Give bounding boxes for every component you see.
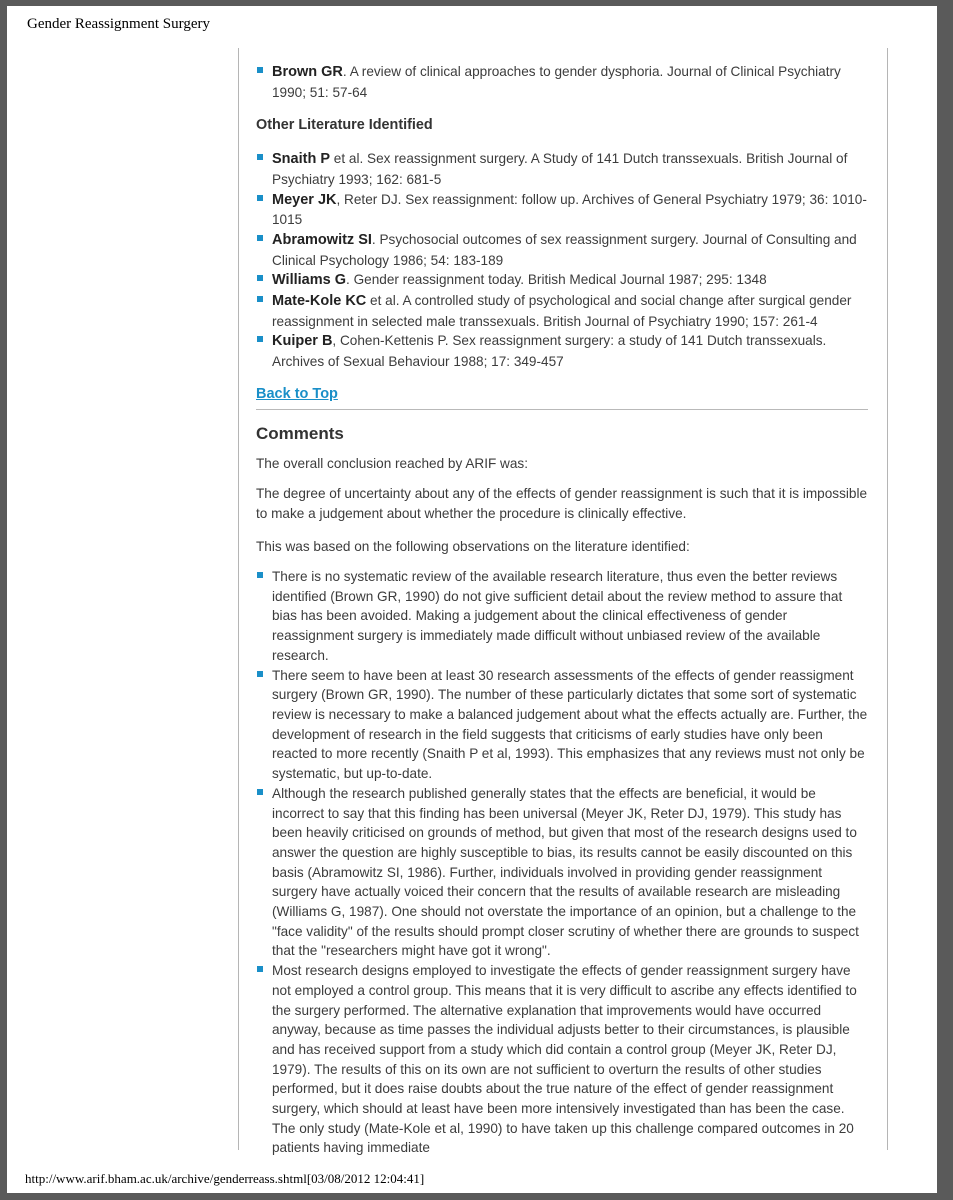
article-body — [256, 62, 868, 1158]
reference-author: Mate-Kole KC — [272, 293, 367, 310]
reference-author: Snaith P — [272, 151, 331, 168]
reference-list-main — [256, 62, 868, 102]
reference-text: . Gender reassignment today. British Medical Journal 1987; 295: 1348 — [346, 272, 767, 288]
page-footer-url: http://www.arif.bham.ac.uk/archive/genderreass.shtml[03/08/2012 12:04:41] — [25, 1171, 425, 1186]
reference-item — [256, 190, 868, 230]
reference-author: Williams G — [272, 272, 347, 289]
reference-item — [256, 270, 868, 291]
comments-heading: Comments — [256, 423, 344, 443]
reference-author: Brown GR — [272, 64, 343, 80]
reference-text: . A review of clinical approaches to gender dysphoria. Journal of Clinical Psychiatry 1990; 51: 57-64 — [272, 64, 841, 100]
observations-intro: This was based on the following observations on the literature identified: — [256, 539, 690, 555]
observations-list — [256, 567, 868, 1158]
comments-conclusion: The degree of uncertainty about any of the effects of gender reassignment is such that it is impossible to make a judgement about whether the procedure is clinically effective. — [256, 485, 868, 521]
document-page — [7, 6, 937, 1193]
page-header-title: Gender Reassignment Surgery — [27, 16, 211, 32]
content-column — [238, 48, 888, 1156]
reference-text: et al. Sex reassignment surgery. A Study of 141 Dutch transsexuals. British Journal of Psychiatry 1993; 162: 681-5 — [272, 151, 848, 187]
other-literature-heading: Other Literature Identified — [256, 117, 433, 134]
reference-item — [256, 230, 868, 270]
reference-item — [256, 291, 868, 331]
reference-text: , Cohen-Kettenis P. Sex reassignment surgery: a study of 141 Dutch transsexuals. Archives of Sexual Behaviour 1988; 17: 349-457 — [272, 333, 827, 370]
reference-author: Kuiper B — [272, 333, 333, 350]
observation-item: There is no systematic review of the available research literature, thus even the better reviews identified (Brown GR, 1990) do not give sufficient detail about the review method to assure that bias has been avoided. Making a judgement about the clinical effectiveness of gender reassignment surgery is immediately made difficult without unbiased review of the available research. — [256, 567, 868, 666]
section-divider — [256, 409, 868, 410]
reference-item — [256, 62, 868, 102]
reference-text: et al. A controlled study of psychological and social change after surgical gender reassignment in selected male transsexuals. British Journal of Psychiatry 1990; 157: 261-4 — [272, 293, 852, 329]
reference-item — [256, 331, 868, 371]
reference-item — [256, 149, 868, 189]
reference-author: Abramowitz SI — [272, 231, 372, 248]
observation-item: Most research designs employed to investigate the effects of gender reassignment surgery have not employed a control group. This means that it is very difficult to ascribe any effects identified to the surgery performed. The alternative explanation that improvements would have occurred anyway, because as time passes the individual adjusts better to their circumstances, is plausible and has received support from a study which did contain a control group (Meyer JK, Reter DJ, 1979). The results of this on its own are not sufficient to overturn the results of other studies performed, but it does raise doubts about the true nature of the effect of gender reassignment surgery, which should at least have been more intensively investigated than has been the case. The only study (Mate-Kole et al, 1990) to have taken up this challenge compared outcomes in 20 patients having immediate — [256, 961, 868, 1158]
reference-author: Meyer JK — [272, 191, 337, 208]
observation-item: Although the research published generally states that the effects are beneficial, it would be incorrect to say that this finding has been universal (Meyer JK, Reter DJ, 1979). This study has been heavily criticised on grounds of method, but given that most of the research designs used to answer the question are highly susceptible to bias, its results cannot be easily discounted on this basis (Abramowitz SI, 1986). Further, individuals involved in providing gender reassignment surgery have actually voiced their concern that the results of available research are misleading (Williams G, 1987). One should not overstate the importance of an opinion, but a challenge to the "face validity" of the results should prompt closer scrutiny of whether there are grounds to suspect that the "researchers might have got it wrong". — [256, 784, 868, 961]
observation-item: There seem to have been at least 30 research assessments of the effects of gender reassigment surgery (Brown GR, 1990). The number of these particularly dictates that some sort of systematic review is necessary to make a balanced judgement about what the effects actually are. Further, the development of research in the field suggests that criticisms of early studies have only been reacted to more recently (Snaith P et al, 1993). This emphasizes that any reviews must not only be systematic, but up-to-date. — [256, 666, 868, 784]
comments-intro: The overall conclusion reached by ARIF was: — [256, 456, 529, 472]
reference-text: . Psychosocial outcomes of sex reassignment surgery. Journal of Consulting and Clinical Psychology 1986; 54: 183-189 — [272, 231, 857, 268]
reference-text: , Reter DJ. Sex reassignment: follow up. Archives of General Psychiatry 1979; 36: 1010-1015 — [272, 191, 867, 228]
back-to-top-link[interactable]: Back to Top — [256, 385, 338, 402]
reference-list-other — [256, 149, 868, 372]
